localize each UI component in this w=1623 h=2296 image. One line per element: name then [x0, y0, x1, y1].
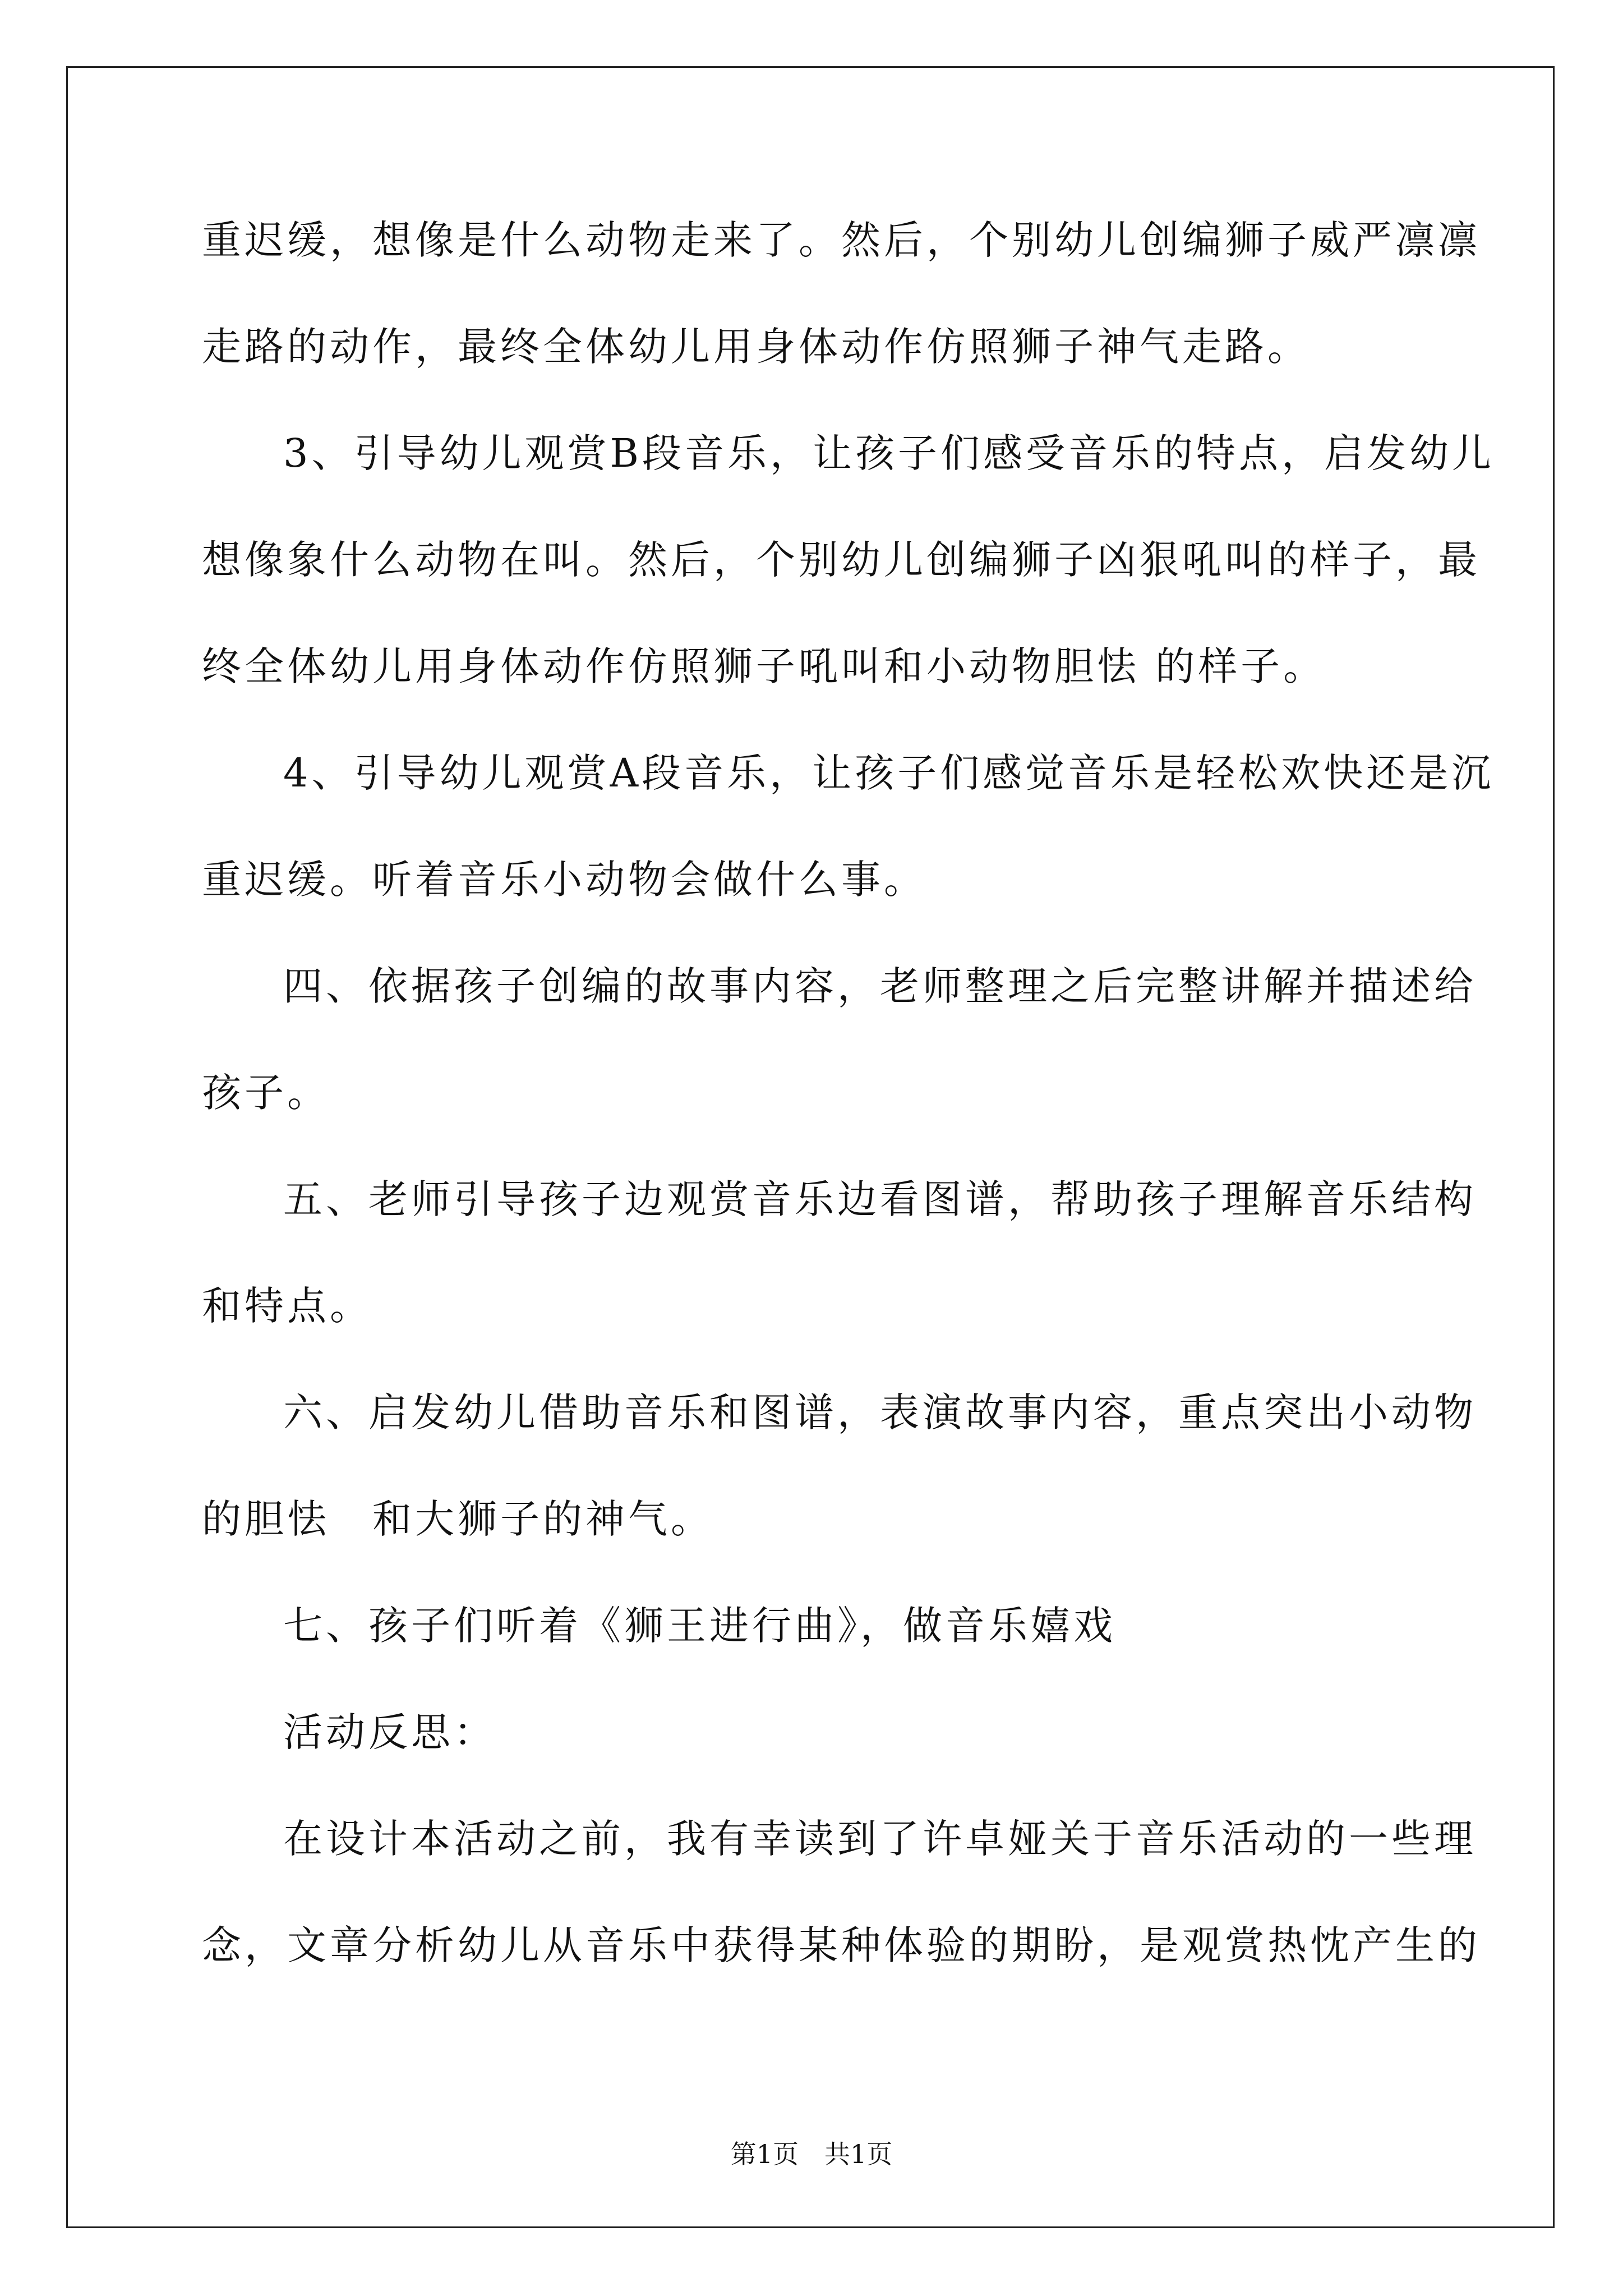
text-line: 和特点。 [202, 1283, 372, 1329]
text-line: 想像象什么动物在叫。然后，个别幼儿创编狮子凶狠吼叫的样子，最 [202, 537, 1481, 583]
text-line: 重迟缓。听着音乐小动物会做什么事。 [202, 857, 926, 903]
text-line: 3、引导幼儿观赏B段音乐，让孩子们感受音乐的特点，启发幼儿 [283, 430, 1495, 476]
text-line: 走路的动作，最终全体幼儿用身体动作仿照狮子神气走路。 [202, 324, 1310, 370]
text-line: 孩子。 [202, 1070, 330, 1116]
text-line: 的胆怯 和大狮子的神气。 [202, 1496, 713, 1542]
page-border [66, 66, 1555, 2228]
text-line: 五、老师引导孩子边观赏音乐边看图谱，帮助孩子理解音乐结构 [283, 1176, 1477, 1222]
text-line: 终全体幼儿用身体动作仿照狮子吼叫和小动物胆怯 的样子。 [202, 643, 1326, 689]
page-number-footer: 第1页 共1页 [730, 2139, 893, 2169]
text-line: 念，文章分析幼儿从音乐中获得某种体验的期盼，是观赏热忱产生的 [202, 1922, 1481, 1968]
text-line: 六、启发幼儿借助音乐和图谱，表演故事内容，重点突出小动物 [283, 1389, 1477, 1435]
text-line: 七、孩子们听着《狮王进行曲》，做音乐嬉戏 [283, 1603, 1116, 1649]
text-line: 四、依据孩子创编的故事内容，老师整理之后完整讲解并描述给 [283, 963, 1477, 1009]
text-line: 重迟缓，想像是什么动物走来了。然后，个别幼儿创编狮子威严凛凛 [202, 217, 1481, 263]
text-line: 4、引导幼儿观赏A段音乐，让孩子们感觉音乐是轻松欢快还是沉 [283, 750, 1495, 796]
text-line: 在设计本活动之前，我有幸读到了许卓娅关于音乐活动的一些理 [283, 1816, 1477, 1862]
text-line: 活动反思： [283, 1709, 496, 1755]
